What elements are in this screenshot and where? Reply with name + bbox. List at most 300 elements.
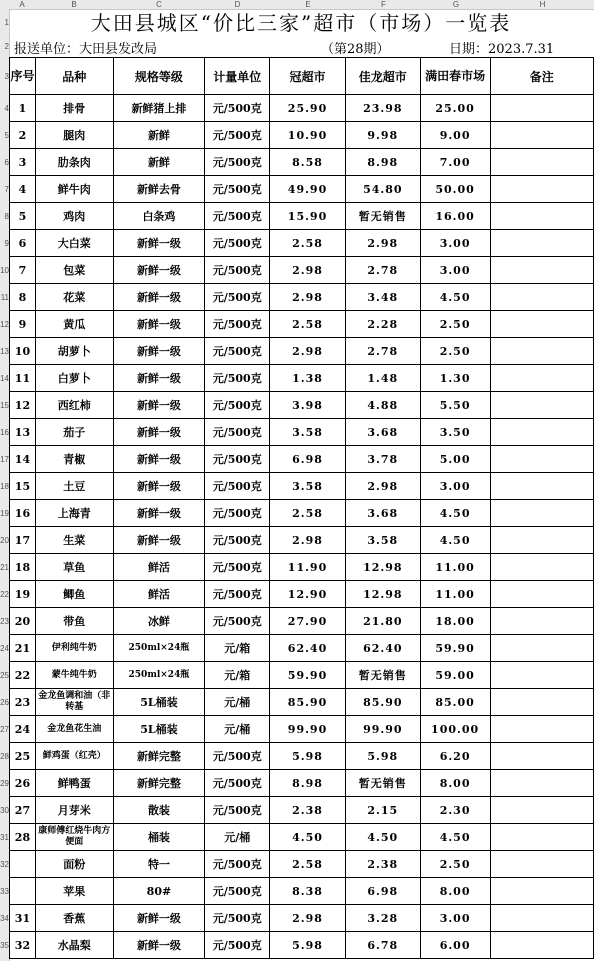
cell-item[interactable]: 排骨 — [35, 95, 113, 122]
cell-note[interactable] — [490, 608, 593, 635]
cell-spec[interactable]: 新鲜一级 — [113, 311, 205, 338]
cell-price-store3[interactable]: 4.50 — [420, 824, 490, 851]
cell-price-store1[interactable]: 12.90 — [270, 581, 346, 608]
cell-item[interactable]: 鸡肉 — [35, 203, 113, 230]
cell-seq[interactable]: 26 — [10, 770, 36, 797]
cell-note[interactable] — [490, 176, 593, 203]
cell-price-store3[interactable]: 3.50 — [420, 419, 490, 446]
cell-item[interactable]: 月芽米 — [35, 797, 113, 824]
cell-item[interactable]: 胡萝卜 — [35, 338, 113, 365]
cell-item[interactable]: 西红柿 — [35, 392, 113, 419]
cell-price-store3[interactable]: 50.00 — [420, 176, 490, 203]
cell-note[interactable] — [490, 554, 593, 581]
cell-price-store2[interactable]: 5.98 — [345, 743, 420, 770]
cell-item[interactable]: 茄子 — [35, 419, 113, 446]
column-letter[interactable]: G — [452, 0, 460, 9]
cell-spec[interactable]: 新鲜一级 — [113, 284, 205, 311]
cell-price-store1[interactable]: 25.90 — [270, 95, 346, 122]
cell-price-store3[interactable]: 1.30 — [420, 365, 490, 392]
cell-spec[interactable]: 新鲜一级 — [113, 338, 205, 365]
row-number[interactable]: 16 — [0, 427, 9, 437]
column-letter[interactable]: C — [156, 0, 162, 9]
cell-seq[interactable]: 11 — [10, 365, 36, 392]
cell-price-store3[interactable]: 6.20 — [420, 743, 490, 770]
cell-item[interactable]: 青椒 — [35, 446, 113, 473]
cell-unit[interactable]: 元/500克 — [205, 932, 270, 959]
row-number[interactable]: 9 — [4, 238, 9, 248]
column-letter[interactable]: H — [539, 0, 546, 9]
cell-price-store3[interactable]: 11.00 — [420, 581, 490, 608]
cell-price-store1[interactable]: 99.90 — [270, 716, 346, 743]
cell-unit[interactable]: 元/500克 — [205, 122, 270, 149]
header-store2[interactable]: 佳龙超市 — [345, 58, 420, 95]
cell-seq[interactable]: 1 — [10, 95, 36, 122]
cell-unit[interactable]: 元/500克 — [205, 392, 270, 419]
header-unit[interactable]: 计量单位 — [205, 58, 270, 95]
cell-seq[interactable]: 12 — [10, 392, 36, 419]
row-number[interactable]: 32 — [0, 859, 9, 869]
column-letter[interactable]: A — [19, 0, 25, 9]
cell-spec[interactable]: 80# — [113, 878, 205, 905]
row-number[interactable]: 5 — [4, 130, 9, 140]
cell-price-store1[interactable]: 4.50 — [270, 824, 346, 851]
cell-seq[interactable]: 31 — [10, 905, 36, 932]
cell-seq[interactable]: 19 — [10, 581, 36, 608]
cell-price-store1[interactable]: 2.58 — [270, 311, 346, 338]
row-number[interactable]: 35 — [0, 940, 9, 950]
cell-price-store2[interactable]: 3.78 — [345, 446, 420, 473]
cell-price-store2[interactable]: 3.68 — [345, 419, 420, 446]
cell-price-store1[interactable]: 2.58 — [270, 230, 346, 257]
cell-note[interactable] — [490, 122, 593, 149]
cell-price-store1[interactable]: 85.90 — [270, 689, 346, 716]
cell-price-store2[interactable]: 12.98 — [345, 581, 420, 608]
cell-item[interactable]: 面粉 — [35, 851, 113, 878]
cell-unit[interactable]: 元/桶 — [205, 824, 270, 851]
cell-seq[interactable]: 13 — [10, 419, 36, 446]
cell-price-store3[interactable]: 3.00 — [420, 905, 490, 932]
cell-price-store1[interactable]: 3.58 — [270, 473, 346, 500]
row-number[interactable]: 27 — [0, 724, 9, 734]
cell-unit[interactable]: 元/500克 — [205, 446, 270, 473]
cell-unit[interactable]: 元/500克 — [205, 149, 270, 176]
cell-price-store3[interactable]: 2.50 — [420, 338, 490, 365]
header-note[interactable]: 备注 — [490, 58, 593, 95]
cell-spec[interactable]: 新鲜一级 — [113, 473, 205, 500]
cell-spec[interactable]: 鲜活 — [113, 581, 205, 608]
cell-unit[interactable]: 元/箱 — [205, 662, 270, 689]
cell-item[interactable]: 腿肉 — [35, 122, 113, 149]
cell-price-store3[interactable]: 100.00 — [420, 716, 490, 743]
cell-unit[interactable]: 元/500克 — [205, 203, 270, 230]
header-store1[interactable]: 冠超市 — [270, 58, 346, 95]
cell-price-store3[interactable]: 8.00 — [420, 878, 490, 905]
cell-price-store3[interactable]: 11.00 — [420, 554, 490, 581]
cell-seq[interactable]: 24 — [10, 716, 36, 743]
cell-item[interactable]: 金龙鱼调和油（非转基 — [35, 689, 113, 716]
cell-seq[interactable]: 21 — [10, 635, 36, 662]
cell-price-store3[interactable]: 2.50 — [420, 311, 490, 338]
cell-unit[interactable]: 元/500克 — [205, 500, 270, 527]
cell-price-store1[interactable]: 15.90 — [270, 203, 346, 230]
cell-price-store1[interactable]: 2.58 — [270, 500, 346, 527]
cell-spec[interactable]: 250ml×24瓶 — [113, 662, 205, 689]
cell-item[interactable]: 鲜牛肉 — [35, 176, 113, 203]
cell-spec[interactable]: 冰鲜 — [113, 608, 205, 635]
cell-item[interactable]: 白萝卜 — [35, 365, 113, 392]
cell-price-store2[interactable]: 3.68 — [345, 500, 420, 527]
cell-spec[interactable]: 白条鸡 — [113, 203, 205, 230]
cell-spec[interactable]: 新鲜一级 — [113, 392, 205, 419]
row-number[interactable]: 20 — [0, 535, 9, 545]
row-number[interactable]: 26 — [0, 697, 9, 707]
cell-note[interactable] — [490, 797, 593, 824]
cell-seq[interactable] — [10, 851, 36, 878]
cell-note[interactable] — [490, 635, 593, 662]
cell-unit[interactable]: 元/500克 — [205, 770, 270, 797]
cell-unit[interactable]: 元/500克 — [205, 95, 270, 122]
cell-price-store1[interactable]: 6.98 — [270, 446, 346, 473]
cell-unit[interactable]: 元/500克 — [205, 338, 270, 365]
cell-spec[interactable]: 新鲜一级 — [113, 419, 205, 446]
cell-note[interactable] — [490, 365, 593, 392]
cell-price-store1[interactable]: 3.98 — [270, 392, 346, 419]
cell-price-store3[interactable]: 4.50 — [420, 500, 490, 527]
cell-price-store2[interactable]: 2.98 — [345, 473, 420, 500]
cell-note[interactable] — [490, 338, 593, 365]
cell-price-store2[interactable]: 2.28 — [345, 311, 420, 338]
cell-item[interactable]: 蒙牛纯牛奶 — [35, 662, 113, 689]
row-number[interactable]: 28 — [0, 751, 9, 761]
cell-note[interactable] — [490, 203, 593, 230]
cell-unit[interactable]: 元/500克 — [205, 905, 270, 932]
cell-price-store2[interactable]: 2.38 — [345, 851, 420, 878]
row-number[interactable]: 18 — [0, 481, 9, 491]
cell-price-store2[interactable]: 2.78 — [345, 257, 420, 284]
cell-unit[interactable]: 元/桶 — [205, 689, 270, 716]
row-number[interactable]: 34 — [0, 913, 9, 923]
row-number[interactable]: 12 — [0, 319, 9, 329]
cell-unit[interactable]: 元/500克 — [205, 419, 270, 446]
cell-price-store2[interactable]: 6.98 — [345, 878, 420, 905]
cell-item[interactable]: 鲜鸡蛋（红壳） — [35, 743, 113, 770]
cell-seq[interactable]: 10 — [10, 338, 36, 365]
cell-unit[interactable]: 元/500克 — [205, 284, 270, 311]
row-number[interactable]: 10 — [0, 265, 9, 275]
cell-seq[interactable]: 8 — [10, 284, 36, 311]
cell-price-store1[interactable]: 5.98 — [270, 932, 346, 959]
row-number[interactable]: 4 — [4, 103, 9, 113]
cell-spec[interactable]: 新鲜一级 — [113, 365, 205, 392]
cell-seq[interactable]: 28 — [10, 824, 36, 851]
cell-price-store3[interactable]: 16.00 — [420, 203, 490, 230]
cell-price-store2[interactable]: 3.48 — [345, 284, 420, 311]
column-letter[interactable]: D — [234, 0, 241, 9]
cell-seq[interactable]: 4 — [10, 176, 36, 203]
cell-price-store3[interactable]: 18.00 — [420, 608, 490, 635]
cell-price-store3[interactable]: 25.00 — [420, 95, 490, 122]
cell-spec[interactable]: 鲜活 — [113, 554, 205, 581]
cell-price-store2[interactable]: 2.98 — [345, 230, 420, 257]
cell-seq[interactable]: 25 — [10, 743, 36, 770]
row-number[interactable]: 21 — [0, 562, 9, 572]
cell-note[interactable] — [490, 500, 593, 527]
row-number[interactable]: 11 — [0, 292, 9, 302]
cell-price-store2[interactable]: 2.78 — [345, 338, 420, 365]
cell-spec[interactable]: 5L桶装 — [113, 689, 205, 716]
cell-price-store2[interactable]: 23.98 — [345, 95, 420, 122]
cell-note[interactable] — [490, 689, 593, 716]
cell-unit[interactable]: 元/500克 — [205, 797, 270, 824]
cell-price-store3[interactable]: 3.00 — [420, 473, 490, 500]
cell-note[interactable] — [490, 230, 593, 257]
cell-item[interactable]: 大白菜 — [35, 230, 113, 257]
cell-spec[interactable]: 新鲜 — [113, 122, 205, 149]
cell-price-store2[interactable]: 4.88 — [345, 392, 420, 419]
row-number[interactable]: 1 — [4, 18, 9, 27]
cell-price-store1[interactable]: 27.90 — [270, 608, 346, 635]
cell-unit[interactable]: 元/500克 — [205, 851, 270, 878]
cell-price-store3[interactable]: 5.50 — [420, 392, 490, 419]
row-number[interactable]: 17 — [0, 454, 9, 464]
cell-price-store1[interactable]: 2.98 — [270, 257, 346, 284]
cell-note[interactable] — [490, 932, 593, 959]
cell-item[interactable]: 苹果 — [35, 878, 113, 905]
cell-spec[interactable]: 新鲜猪上排 — [113, 95, 205, 122]
row-number[interactable]: 23 — [0, 616, 9, 626]
cell-seq[interactable]: 6 — [10, 230, 36, 257]
cell-price-store3[interactable]: 3.00 — [420, 230, 490, 257]
cell-seq[interactable] — [10, 878, 36, 905]
row-number[interactable]: 3 — [4, 71, 9, 81]
cell-spec[interactable]: 新鲜一级 — [113, 230, 205, 257]
cell-price-store3[interactable]: 4.50 — [420, 284, 490, 311]
cell-seq[interactable]: 32 — [10, 932, 36, 959]
cell-price-store2[interactable]: 暂无销售 — [345, 662, 420, 689]
cell-item[interactable]: 伊利纯牛奶 — [35, 635, 113, 662]
cell-spec[interactable]: 新鲜一级 — [113, 446, 205, 473]
cell-spec[interactable]: 新鲜一级 — [113, 500, 205, 527]
header-store3[interactable]: 满田春市场 — [420, 58, 490, 95]
cell-price-store2[interactable]: 12.98 — [345, 554, 420, 581]
cell-note[interactable] — [490, 770, 593, 797]
cell-price-store3[interactable]: 3.00 — [420, 257, 490, 284]
cell-note[interactable] — [490, 149, 593, 176]
cell-price-store1[interactable]: 8.98 — [270, 770, 346, 797]
cell-price-store1[interactable]: 10.90 — [270, 122, 346, 149]
cell-spec[interactable]: 新鲜一级 — [113, 905, 205, 932]
cell-seq[interactable]: 5 — [10, 203, 36, 230]
cell-item[interactable]: 土豆 — [35, 473, 113, 500]
cell-spec[interactable]: 新鲜完整 — [113, 770, 205, 797]
cell-price-store3[interactable]: 4.50 — [420, 527, 490, 554]
cell-price-store2[interactable]: 62.40 — [345, 635, 420, 662]
cell-spec[interactable]: 新鲜 — [113, 149, 205, 176]
cell-item[interactable]: 草鱼 — [35, 554, 113, 581]
cell-unit[interactable]: 元/500克 — [205, 554, 270, 581]
cell-price-store2[interactable]: 8.98 — [345, 149, 420, 176]
cell-price-store1[interactable]: 8.38 — [270, 878, 346, 905]
cell-note[interactable] — [490, 716, 593, 743]
cell-seq[interactable]: 2 — [10, 122, 36, 149]
cell-price-store3[interactable]: 85.00 — [420, 689, 490, 716]
row-number[interactable]: 30 — [0, 805, 9, 815]
row-number[interactable]: 33 — [0, 886, 9, 896]
column-letter[interactable]: E — [305, 0, 311, 9]
cell-price-store2[interactable]: 3.58 — [345, 527, 420, 554]
cell-spec[interactable]: 特一 — [113, 851, 205, 878]
row-number[interactable]: 24 — [0, 643, 9, 653]
cell-note[interactable] — [490, 878, 593, 905]
cell-note[interactable] — [490, 257, 593, 284]
cell-price-store1[interactable]: 59.90 — [270, 662, 346, 689]
cell-price-store3[interactable]: 6.00 — [420, 932, 490, 959]
cell-price-store3[interactable]: 5.00 — [420, 446, 490, 473]
cell-unit[interactable]: 元/500克 — [205, 230, 270, 257]
cell-spec[interactable]: 新鲜完整 — [113, 743, 205, 770]
cell-price-store1[interactable]: 2.38 — [270, 797, 346, 824]
cell-unit[interactable]: 元/500克 — [205, 311, 270, 338]
cell-item[interactable]: 肋条肉 — [35, 149, 113, 176]
cell-price-store1[interactable]: 62.40 — [270, 635, 346, 662]
cell-spec[interactable]: 5L桶装 — [113, 716, 205, 743]
cell-spec[interactable]: 桶装 — [113, 824, 205, 851]
cell-note[interactable] — [490, 284, 593, 311]
cell-item[interactable]: 生菜 — [35, 527, 113, 554]
cell-unit[interactable]: 元/箱 — [205, 635, 270, 662]
row-number[interactable]: 31 — [0, 832, 9, 842]
header-spec[interactable]: 规格等级 — [113, 58, 205, 95]
cell-price-store1[interactable]: 2.98 — [270, 527, 346, 554]
cell-unit[interactable]: 元/500克 — [205, 257, 270, 284]
cell-item[interactable]: 上海青 — [35, 500, 113, 527]
cell-price-store3[interactable]: 59.90 — [420, 635, 490, 662]
cell-seq[interactable]: 17 — [10, 527, 36, 554]
cell-spec[interactable]: 新鲜一级 — [113, 527, 205, 554]
cell-unit[interactable]: 元/500克 — [205, 581, 270, 608]
cell-note[interactable] — [490, 905, 593, 932]
cell-unit[interactable]: 元/桶 — [205, 716, 270, 743]
cell-seq[interactable]: 3 — [10, 149, 36, 176]
cell-price-store1[interactable]: 3.58 — [270, 419, 346, 446]
cell-price-store2[interactable]: 3.28 — [345, 905, 420, 932]
cell-item[interactable]: 香蕉 — [35, 905, 113, 932]
cell-price-store2[interactable]: 85.90 — [345, 689, 420, 716]
header-seq[interactable]: 序号 — [10, 58, 36, 95]
cell-price-store1[interactable]: 49.90 — [270, 176, 346, 203]
cell-spec[interactable]: 新鲜一级 — [113, 257, 205, 284]
cell-note[interactable] — [490, 527, 593, 554]
cell-price-store3[interactable]: 7.00 — [420, 149, 490, 176]
cell-price-store2[interactable]: 暂无销售 — [345, 770, 420, 797]
cell-unit[interactable]: 元/500克 — [205, 527, 270, 554]
cell-price-store2[interactable]: 2.15 — [345, 797, 420, 824]
cell-note[interactable] — [490, 95, 593, 122]
cell-seq[interactable]: 7 — [10, 257, 36, 284]
cell-note[interactable] — [490, 662, 593, 689]
cell-spec[interactable]: 新鲜去骨 — [113, 176, 205, 203]
row-number[interactable]: 25 — [0, 670, 9, 680]
row-number[interactable]: 7 — [4, 184, 9, 194]
cell-price-store2[interactable]: 54.80 — [345, 176, 420, 203]
row-number[interactable]: 8 — [4, 211, 9, 221]
cell-item[interactable]: 康师傅红烧牛肉方便面 — [35, 824, 113, 851]
cell-note[interactable] — [490, 473, 593, 500]
cell-price-store1[interactable]: 1.38 — [270, 365, 346, 392]
cell-unit[interactable]: 元/500克 — [205, 473, 270, 500]
column-letter[interactable]: B — [71, 0, 77, 9]
row-number[interactable]: 13 — [0, 346, 9, 356]
cell-price-store3[interactable]: 8.00 — [420, 770, 490, 797]
cell-price-store2[interactable]: 4.50 — [345, 824, 420, 851]
cell-note[interactable] — [490, 419, 593, 446]
cell-unit[interactable]: 元/500克 — [205, 608, 270, 635]
cell-price-store3[interactable]: 2.50 — [420, 851, 490, 878]
cell-spec[interactable]: 250ml×24瓶 — [113, 635, 205, 662]
cell-price-store2[interactable]: 9.98 — [345, 122, 420, 149]
cell-price-store2[interactable]: 暂无销售 — [345, 203, 420, 230]
cell-unit[interactable]: 元/500克 — [205, 743, 270, 770]
cell-seq[interactable]: 22 — [10, 662, 36, 689]
cell-seq[interactable]: 18 — [10, 554, 36, 581]
cell-spec[interactable]: 新鲜一级 — [113, 932, 205, 959]
cell-note[interactable] — [490, 743, 593, 770]
cell-seq[interactable]: 27 — [10, 797, 36, 824]
row-number[interactable]: 14 — [0, 373, 9, 383]
cell-seq[interactable]: 16 — [10, 500, 36, 527]
cell-item[interactable]: 黄瓜 — [35, 311, 113, 338]
row-number[interactable]: 29 — [0, 778, 9, 788]
cell-note[interactable] — [490, 446, 593, 473]
cell-price-store2[interactable]: 1.48 — [345, 365, 420, 392]
cell-item[interactable]: 金龙鱼花生油 — [35, 716, 113, 743]
cell-price-store3[interactable]: 9.00 — [420, 122, 490, 149]
cell-note[interactable] — [490, 824, 593, 851]
cell-seq[interactable]: 14 — [10, 446, 36, 473]
cell-unit[interactable]: 元/500克 — [205, 176, 270, 203]
cell-price-store2[interactable]: 6.78 — [345, 932, 420, 959]
cell-price-store3[interactable]: 2.30 — [420, 797, 490, 824]
cell-spec[interactable]: 散装 — [113, 797, 205, 824]
cell-item[interactable]: 鲜鸭蛋 — [35, 770, 113, 797]
cell-item[interactable]: 包菜 — [35, 257, 113, 284]
cell-unit[interactable]: 元/500克 — [205, 365, 270, 392]
cell-seq[interactable]: 20 — [10, 608, 36, 635]
row-number[interactable]: 6 — [4, 157, 9, 167]
cell-item[interactable]: 水晶梨 — [35, 932, 113, 959]
cell-price-store1[interactable]: 2.58 — [270, 851, 346, 878]
cell-item[interactable]: 带鱼 — [35, 608, 113, 635]
column-letter[interactable]: F — [381, 0, 386, 9]
cell-price-store1[interactable]: 5.98 — [270, 743, 346, 770]
cell-price-store1[interactable]: 8.58 — [270, 149, 346, 176]
cell-note[interactable] — [490, 851, 593, 878]
cell-seq[interactable]: 9 — [10, 311, 36, 338]
cell-price-store1[interactable]: 2.98 — [270, 338, 346, 365]
cell-price-store1[interactable]: 11.90 — [270, 554, 346, 581]
header-item[interactable]: 品种 — [35, 58, 113, 95]
cell-seq[interactable]: 15 — [10, 473, 36, 500]
cell-seq[interactable]: 23 — [10, 689, 36, 716]
row-number[interactable]: 15 — [0, 400, 9, 410]
row-number[interactable]: 19 — [0, 508, 9, 518]
cell-price-store2[interactable]: 21.80 — [345, 608, 420, 635]
cell-price-store1[interactable]: 2.98 — [270, 905, 346, 932]
row-number[interactable]: 2 — [4, 42, 9, 51]
cell-unit[interactable]: 元/500克 — [205, 878, 270, 905]
cell-note[interactable] — [490, 392, 593, 419]
row-number[interactable]: 22 — [0, 589, 9, 599]
